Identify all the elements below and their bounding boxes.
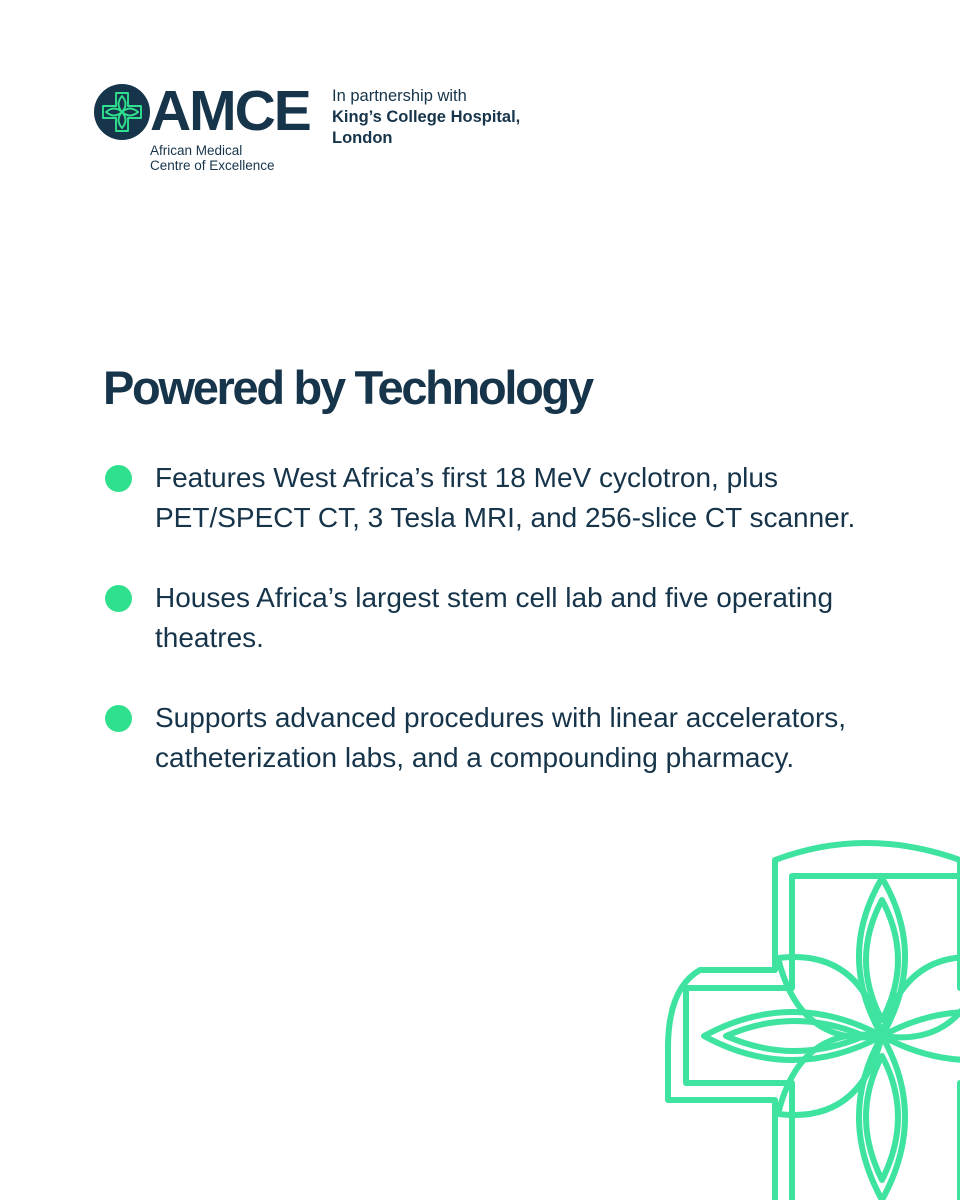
page-title: Powered by Technology bbox=[103, 361, 592, 414]
bullet-dot-icon bbox=[105, 705, 132, 732]
partner-name-line-1: King’s College Hospital, bbox=[332, 108, 521, 126]
amce-logo bbox=[94, 79, 314, 174]
list-item-text: Supports advanced procedures with linear accelerators, catheterization labs, and a compounding pharmacy. bbox=[155, 702, 847, 773]
partner-name-line-2: London bbox=[332, 129, 393, 147]
brand-subtitle-line-2: Centre of Excellence bbox=[150, 158, 275, 173]
list-item-text: Houses Africa’s largest stem cell lab and five operating theatres. bbox=[155, 582, 834, 653]
bullet-dot-icon bbox=[105, 585, 132, 612]
feature-list bbox=[104, 458, 864, 818]
partnership-intro: In partnership with bbox=[332, 87, 467, 105]
partnership-block bbox=[332, 86, 520, 149]
list-item bbox=[104, 458, 864, 538]
list-item-text: Features West Africa’s first 18 MeV cyclotron, plus PET/SPECT CT, 3 Tesla MRI, and 256-slice CT scanner. bbox=[155, 462, 856, 533]
brand-wordmark: AMCE bbox=[150, 79, 310, 143]
outline-flower-cross-icon bbox=[660, 838, 960, 1200]
list-item bbox=[104, 698, 864, 778]
amce-flower-emblem-icon bbox=[94, 84, 150, 140]
list-item bbox=[104, 578, 864, 658]
brand-subtitle-line-1: African Medical bbox=[150, 143, 243, 158]
bullet-dot-icon bbox=[105, 465, 132, 492]
brand-subtitle bbox=[150, 143, 275, 173]
